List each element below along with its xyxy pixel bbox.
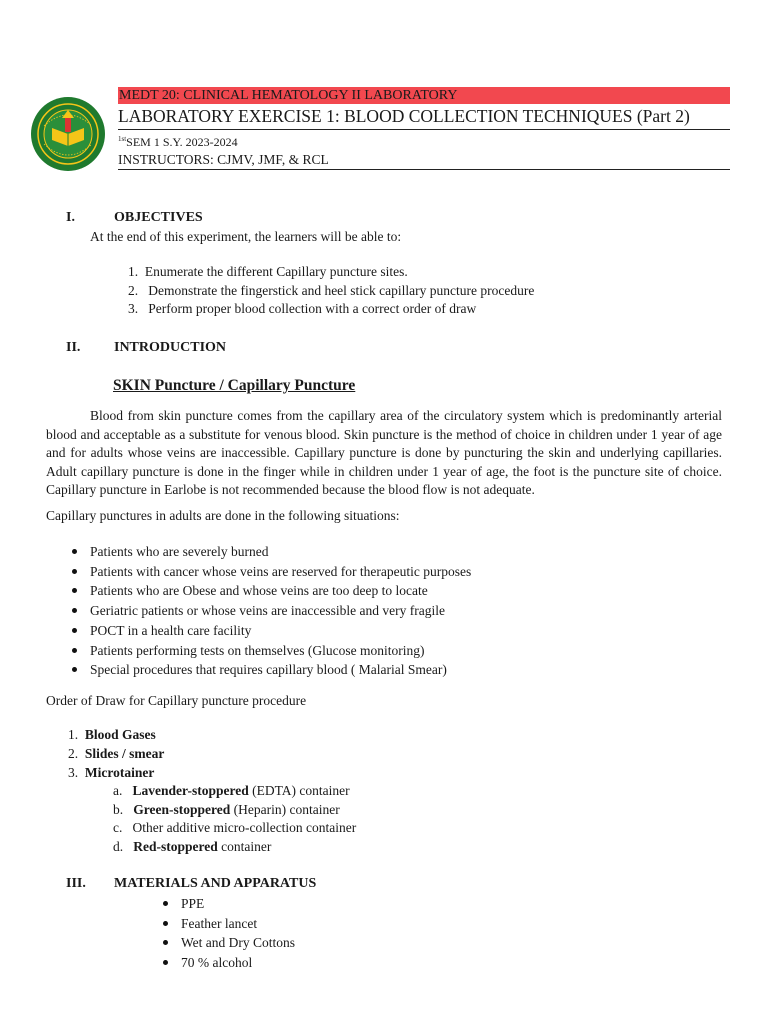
- section-title: MATERIALS AND APPARATUS: [114, 876, 317, 891]
- item-bold: Lavender-stoppered: [132, 783, 249, 798]
- semester-superscript: 1st: [118, 135, 127, 143]
- microtainer-item: [113, 818, 356, 837]
- item-number: 3.: [128, 301, 139, 316]
- list-item: Feather lancet: [161, 914, 295, 934]
- item-text: (Heparin) container: [230, 802, 340, 817]
- item-text: Other additive micro-collection container: [132, 820, 357, 835]
- item-letter: b.: [113, 802, 124, 817]
- objective-item: [128, 262, 408, 281]
- order-item: [68, 744, 164, 763]
- section-heading-materials: [66, 876, 316, 892]
- item-letter: d.: [113, 839, 124, 854]
- item-number: 2.: [68, 746, 79, 761]
- materials-list: [161, 894, 295, 973]
- section-title: INTRODUCTION: [114, 340, 227, 355]
- item-bold: Green-stoppered: [133, 802, 231, 817]
- subsection-title: SKIN Puncture / Capillary Puncture: [113, 377, 356, 394]
- list-item: Geriatric patients or whose veins are inaccessible and very fragile: [70, 601, 471, 621]
- order-item: [68, 763, 154, 782]
- item-text: Enumerate the different Capillary puncture sites.: [144, 264, 408, 279]
- list-item: POCT in a health care facility: [70, 621, 471, 641]
- order-item: [68, 725, 156, 744]
- order-of-draw-intro: Order of Draw for Capillary puncture procedure: [46, 693, 307, 708]
- item-number: 1.: [128, 264, 139, 279]
- item-text: Microtainer: [84, 765, 155, 780]
- item-text: Slides / smear: [84, 746, 165, 761]
- microtainer-item: [113, 837, 271, 856]
- section-number: I.: [66, 210, 75, 225]
- list-item: Patients who are Obese and whose veins are too deep to locate: [70, 581, 471, 601]
- section-number: III.: [66, 876, 86, 891]
- section-heading-introduction: [66, 340, 226, 356]
- semester-line: [118, 131, 730, 151]
- section-title: OBJECTIVES: [114, 210, 203, 225]
- list-item: Wet and Dry Cottons: [161, 933, 295, 953]
- item-letter: c.: [113, 820, 123, 835]
- list-item: Patients who are severely burned: [70, 542, 471, 562]
- list-item: 70 % alcohol: [161, 953, 295, 973]
- situations-intro: Capillary punctures in adults are done in the following situations:: [46, 508, 400, 523]
- list-item: Patients with cancer whose veins are reserved for therapeutic purposes: [70, 562, 471, 582]
- paragraph-text: Blood from skin puncture comes from the capillary area of the circulatory system which is predominantly arterial blood and acceptable as a substitute for venous blood. Skin puncture is the method of choice in children under 1 year of age and for adults whose veins are inaccessible. Capillary puncture is done by puncturing the skin and underlying capillaries. Adult capillary puncture is done in the finger while in children under 1 year of age, the foot is the puncture site of choice. Capillary puncture in Earlobe is not recommended because the blood flow is not adequate.: [46, 408, 722, 498]
- item-text: Demonstrate the fingerstick and heel stick capillary puncture procedure: [148, 283, 535, 298]
- item-text: container: [217, 839, 272, 854]
- list-item: PPE: [161, 894, 295, 914]
- instructors-line: INSTRUCTORS: CJMV, JMF, & RCL: [118, 151, 730, 170]
- list-item: Patients performing tests on themselves (Glucose monitoring): [70, 641, 471, 661]
- item-bold: Red-stoppered: [133, 839, 218, 854]
- section-heading-objectives: [66, 210, 203, 226]
- microtainer-item: [113, 781, 350, 800]
- intro-paragraph: [46, 407, 722, 500]
- microtainer-item: [113, 800, 340, 819]
- item-number: 1.: [68, 727, 79, 742]
- objective-item: [128, 281, 534, 300]
- semester-text: SEM 1 S.Y. 2023-2024: [126, 135, 238, 149]
- item-text: Perform proper blood collection with a correct order of draw: [148, 301, 477, 316]
- item-number: 3.: [68, 765, 79, 780]
- item-letter: a.: [113, 783, 123, 798]
- lab-exercise-title: LABORATORY EXERCISE 1: BLOOD COLLECTION TECHNIQUES (Part 2): [118, 104, 730, 130]
- situations-list: [70, 542, 471, 680]
- item-text: Blood Gases: [84, 727, 156, 742]
- course-title-bar: MEDT 20: CLINICAL HEMATOLOGY II LABORATORY: [118, 87, 730, 104]
- objective-item: [128, 299, 476, 318]
- section-number: II.: [66, 340, 81, 355]
- document-header: [118, 87, 730, 170]
- university-seal-icon: [30, 96, 106, 172]
- objectives-intro: At the end of this experiment, the learners will be able to:: [90, 229, 402, 244]
- list-item: Special procedures that requires capillary blood ( Malarial Smear): [70, 660, 471, 680]
- item-text: (EDTA) container: [248, 783, 350, 798]
- item-number: 2.: [128, 283, 139, 298]
